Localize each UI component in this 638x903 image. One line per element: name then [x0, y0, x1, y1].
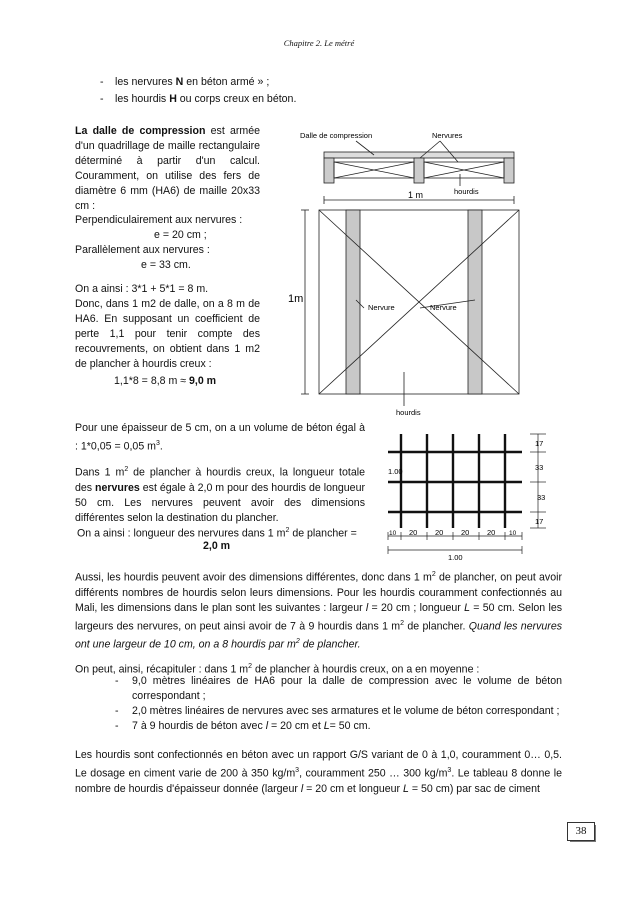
nervure-section [324, 158, 334, 183]
mesh-bottom-dim: 10 [509, 530, 517, 537]
mesh-left-dim: 1.00 [388, 467, 403, 476]
mesh-bottom-dim: 20 [435, 528, 444, 537]
mesh-right-dim: 17 [535, 439, 544, 448]
fig1-nervure-right-label: Nervure [430, 303, 457, 312]
mesh-bottom-dim: 20 [487, 528, 496, 537]
page-number: 38 [567, 822, 595, 841]
dalle-result: 1,1*8 = 8,8 m ≈ 9,0 m [114, 375, 217, 387]
intro-bullet-2: - les hourdis H ou corps creux en béton. [100, 93, 297, 105]
mesh-bottom-dim: 10 [389, 530, 397, 537]
beton-paragraph-2: Dans 1 $m^2$ de plancher à hourdis creux, la longueur totale des nervures est égale à 2,0 m pour des hourdis de longueur 50 cm. Les nervures peuvent avoir des dimensions différentes selon la destination du plancher. [75, 466, 365, 524]
beton-paragraph-3: On a ainsi : longueur des nervures dans 1 $m^2$ de plancher = [77, 527, 357, 540]
mesh-figure [380, 426, 556, 566]
dalle-perp: Perpendiculairement aux nervures : [75, 214, 243, 226]
dalle-calc1: On a ainsi : 3*1 + 5*1 = 8 m. [75, 283, 209, 295]
nervure-plan-right [468, 210, 482, 394]
dalle-e33: e = 33 cm. [141, 259, 191, 271]
beton-paragraph-1: Pour une épaisseur de 5 cm, on a un volume de béton égal à : 1*0,05 = 0,05 $m^3$. [75, 422, 365, 453]
nervure-section [504, 158, 514, 183]
recap-bullet-2: - 2,0 mètres linéaires de nervures avec ses armatures et le volume de béton correspondant ; [115, 705, 560, 717]
fig1-hourdis-label: hourdis [454, 187, 479, 196]
dalle-calc2: Donc, dans 1 m2 de dalle, on a 8 m de HA6. En supposant un coefficient de perte 1,1 pour tenir compte des recouvrements, on obtient dans 1 m2 de plancher à hourdis creux : [75, 298, 260, 370]
nervure-section [414, 158, 424, 183]
aussi-paragraph: Aussi, les hourdis peuvent avoir des dimensions différentes, donc dans 1 $m^2$ de plancher, on peut avoir différents nombres de hourdis selon leurs dimensions. Pour les hourdis couramment confectionnés au Mali, les dimensions dans le plan sont les suivantes : largeur l = 20 cm ; longueur L = 50 cm. Selon les largeurs des nervures, on peut ainsi avoir de 7 à 9 hourdis dans 1 $m^2$ de plancher. Quand les nervures ont une largeur de 10 cm, on a 8 hourdis par $m^2$ de plancher. [75, 571, 563, 651]
recap-intro: On peut, ainsi, récapituler : dans 1 $m^2$ de plancher à hourdis creux, on a en moyenne : [75, 663, 480, 676]
dalle-para: Parallèlement aux nervures : [75, 244, 210, 256]
intro-bullet-1: - les nervures N en béton armé » ; [100, 76, 270, 88]
mesh-bottom-dim: 20 [409, 528, 418, 537]
recap-bullet-3: - 7 à 9 hourdis de béton avec l = 20 cm et L= 50 cm. [115, 720, 371, 732]
mesh-right-dim: 17 [535, 517, 544, 526]
plancher-figure [280, 124, 580, 420]
mesh-right-dim: 33 [537, 493, 546, 502]
beton-result: 2,0 m [203, 540, 231, 552]
fig1-nervure-left-label: Nervure [368, 303, 395, 312]
mesh-total-dim: 1.00 [448, 553, 463, 562]
last-paragraph: Les hourdis sont confectionnés en béton avec un rapport G/S variant de 0 à 1,0, couramment 0… 0,5. Le dosage en ciment varie de 200 à 350 $kg/m^3$, couramment 250 … 300 $kg/m^3$. Le tableau 8 donne le nombre de hourdis d'épaisseur donnée (largeur l = 20 cm et longueur L = 50 cm) par sac de ciment [75, 749, 562, 795]
fig1-dim-vertical: 1m [288, 293, 304, 305]
mesh-right-dim: 33 [535, 463, 544, 472]
fig1-hourdis-bottom-label: hourdis [396, 408, 421, 417]
recap-bullet-1: - 9,0 mètres linéaires de HA6 pour la dalle de compression avec le volume de béton correspondant ; [115, 675, 562, 702]
fig1-dim-horizontal: 1 m [408, 190, 424, 200]
mesh-bottom-dim: 20 [461, 528, 470, 537]
dalle-e20: e = 20 cm ; [154, 229, 207, 241]
page-header: Chapitre 2. Le métré [283, 38, 355, 48]
fig1-nervures-label: Nervures [432, 131, 463, 140]
fig1-dalle-label: Dalle de compression [300, 131, 373, 140]
dalle-paragraph: La dalle de compression est armée d'un quadrillage de maille rectangulaire déterminé à partir d'un calcul. Couramment, on utilise des fers de diamètre 6 mm (HA6) de maille 20x33 cm : [75, 125, 260, 212]
dalle-section [324, 152, 514, 158]
